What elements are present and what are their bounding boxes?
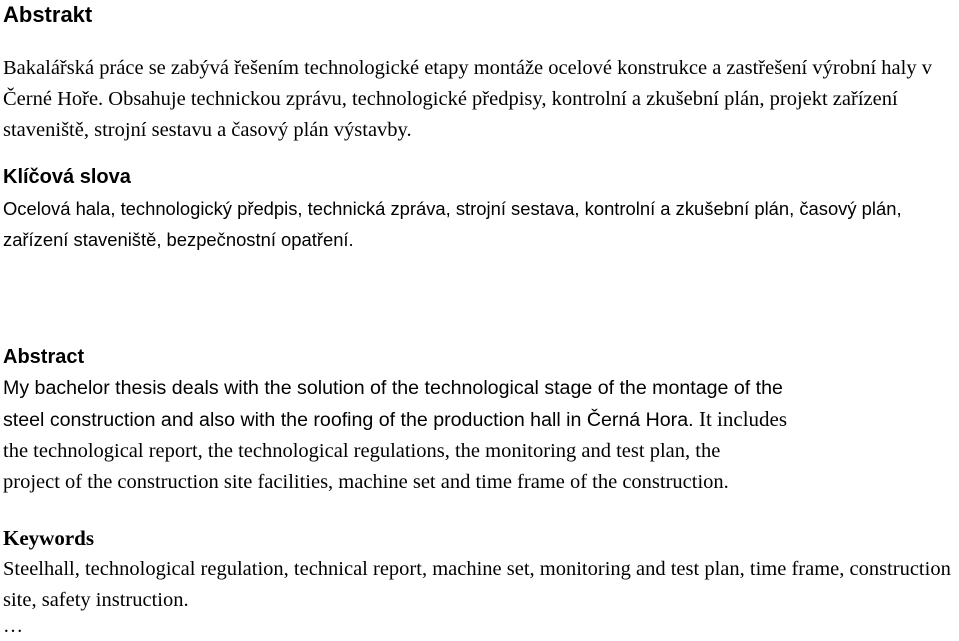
abstrakt-body: Bakalářská práce se zabývá řešením technologické etapy montáže ocelové konstrukce a zastřešení výrobní haly v Černé Hoře. Obsahuje technickou zprávu, technologické předpisy, kontrolní a zkušební plán, projekt zařízení staveniště, strojní sestavu a časový plán výstavby.: [3, 57, 932, 141]
abstract-body-line-2: steel construction and also with the roofing of the production hall in Černá Hora. It includes: [3, 407, 788, 431]
keywords-heading: Keywords: [3, 526, 94, 550]
abstract-body-line-1: My bachelor thesis deals with the solution of the technological stage of the montage of the: [3, 377, 783, 399]
abstract-body-line-3: the technological report, the technological regulations, the monitoring and test plan, the: [3, 440, 721, 462]
abstrakt-heading: Abstrakt: [3, 2, 93, 27]
keywords-body: Steelhall, technological regulation, technical report, machine set, monitoring and test plan, time frame, construction site, safety instruction.: [3, 558, 951, 611]
abstract-heading: Abstract: [3, 346, 85, 368]
klicova-slova-heading: Klíčová slova: [3, 166, 131, 188]
abstract-body-block: [3, 373, 955, 498]
document-page: [3, 0, 955, 636]
abstract-body-line-4: project of the construction site facilities, machine set and time frame of the construction.: [3, 471, 729, 493]
klicova-slova-body: Ocelová hala, technologický předpis, technická zpráva, strojní sestava, kontrolní a zkušební plán, časový plán, zařízení staveniště, bezpečnostní opatření.: [3, 198, 902, 250]
trailing-ellipsis: …: [3, 615, 23, 637]
